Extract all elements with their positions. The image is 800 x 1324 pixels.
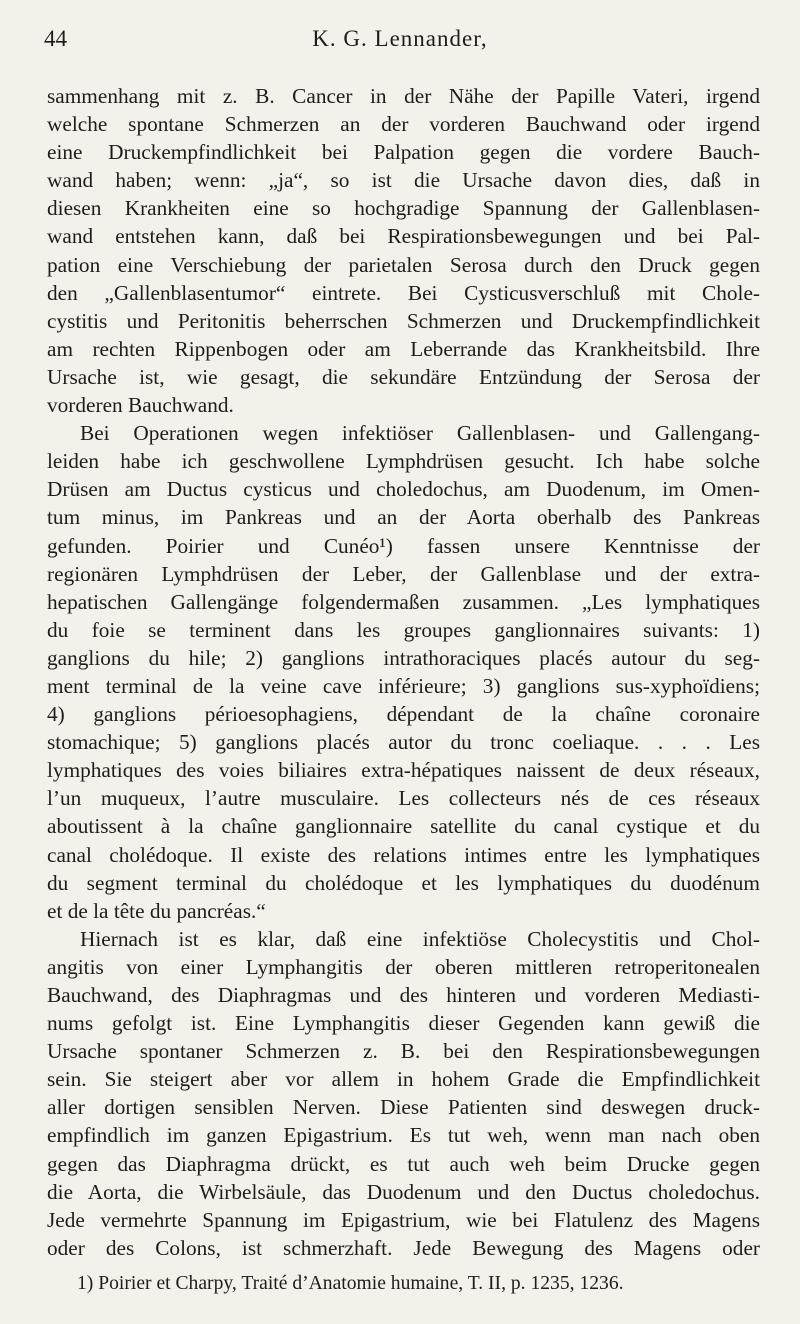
text-line: Jede vermehrte Spannung im Epigastrium, wie bei Flatulenz des Magens <box>47 1207 760 1232</box>
text-line: leiden habe ich geschwollene Lymphdrüsen gesucht. Ich habe solche <box>47 449 760 474</box>
text-line: wand entstehen kann, daß bei Respirationsbewegungen und bei Pal- <box>47 224 760 249</box>
text-line: vorderen Bauchwand. <box>47 393 234 418</box>
text-line: hepatischen Gallengänge folgendermaßen zusammen. „Les lymphatiques <box>47 589 760 614</box>
text-line: l’un muqueux, l’autre musculaire. Les collecteurs nés de ces réseaux <box>47 786 760 811</box>
text-line: Ursache spontaner Schmerzen z. B. bei den Respirationsbewegungen <box>47 1039 760 1064</box>
text-line: ganglions du hile; 2) ganglions intrathoraciques placés autour du seg- <box>47 645 760 670</box>
text-line: am rechten Rippenbogen oder am Leberrande das Krankheitsbild. Ihre <box>47 336 760 361</box>
footnote: 1) Poirier et Charpy, Traité d’Anatomie humaine, T. II, p. 1235, 1236. <box>77 1273 624 1294</box>
text-line: angitis von einer Lymphangitis der oberen mittleren retroperitonealen <box>47 954 760 979</box>
text-line: du foie se terminent dans les groupes ganglionnaires suivants: 1) <box>47 617 760 642</box>
text-line: den „Gallenblasentumor“ eintrete. Bei Cysticusverschluß mit Chole- <box>47 280 760 305</box>
text-line: et de la tête du pancréas.“ <box>47 898 266 923</box>
text-line: oder des Colons, ist schmerzhaft. Jede Bewegung des Magens oder <box>47 1235 760 1260</box>
text-line: gefunden. Poirier und Cunéo¹) fassen unsere Kenntnisse der <box>47 533 760 558</box>
text-line: wand haben; wenn: „ja“, so ist die Ursache davon dies, daß in <box>47 168 760 193</box>
text-line: diesen Krankheiten eine so hochgradige Spannung der Gallenblasen- <box>47 196 760 221</box>
text-line: Drüsen am Ductus cysticus und choledochus, am Duodenum, im Omen- <box>47 477 760 502</box>
text-line: canal cholédoque. Il existe des relations intimes entre les lymphatiques <box>47 842 760 867</box>
text-line: eine Druckempfindlichkeit bei Palpation gegen die vordere Bauch- <box>47 140 760 165</box>
text-line: Hiernach ist es klar, daß eine infektiöse Cholecystitis und Chol- <box>80 926 760 951</box>
page-number: 44 <box>44 26 67 51</box>
text-line: regionären Lymphdrüsen der Leber, der Gallenblase und der extra- <box>47 561 760 586</box>
body-text <box>47 82 760 1262</box>
text-line: lymphatiques des voies biliaires extra-hépatiques naissent de deux réseaux, <box>47 758 760 783</box>
page-header <box>44 20 756 60</box>
text-line: du segment terminal du cholédoque et les lymphatiques du duodénum <box>47 870 760 895</box>
text-line: nums gefolgt ist. Eine Lymphangitis dieser Gegenden kann gewiß die <box>47 1011 760 1036</box>
text-line: stomachique; 5) ganglions placés autor du tronc coeliaque. . . . Les <box>47 730 760 755</box>
text-line: aller dortigen sensiblen Nerven. Diese Patienten sind deswegen druck- <box>47 1095 760 1120</box>
text-line: die Aorta, die Wirbelsäule, das Duodenum und den Ductus choledochus. <box>47 1179 760 1204</box>
text-line: sein. Sie steigert aber vor allem in hohem Grade die Empfindlichkeit <box>47 1067 760 1092</box>
text-line: tum minus, im Pankreas und an der Aorta oberhalb des Pankreas <box>47 505 760 530</box>
running-head: K. G. Lennander, <box>312 26 488 51</box>
text-line: ment terminal de la veine cave inférieure; 3) ganglions sus-xyphoïdiens; <box>47 673 760 698</box>
text-line: welche spontane Schmerzen an der vorderen Bauchwand oder irgend <box>47 112 760 137</box>
text-line: pation eine Verschiebung der parietalen Serosa durch den Druck gegen <box>47 252 760 277</box>
text-line: Ursache ist, wie gesagt, die sekundäre Entzündung der Serosa der <box>47 364 760 389</box>
text-line: sammenhang mit z. B. Cancer in der Nähe der Papille Vateri, irgend <box>47 84 760 108</box>
text-line: Bei Operationen wegen infektiöser Gallenblasen- und Gallengang- <box>80 421 760 446</box>
text-line: empfindlich im ganzen Epigastrium. Es tut weh, wenn man nach oben <box>47 1123 760 1148</box>
text-line: gegen das Diaphragma drückt, es tut auch weh beim Drucke gegen <box>47 1151 760 1176</box>
text-line: aboutissent à la chaîne ganglionnaire satellite du canal cystique et du <box>47 814 760 839</box>
text-line: Bauchwand, des Diaphragmas und des hinteren und vorderen Mediasti- <box>47 983 760 1007</box>
text-line: 4) ganglions périoesophagiens, dépendant de la chaîne coronaire <box>47 702 760 727</box>
text-line: cystitis und Peritonitis beherrschen Schmerzen und Druckempfindlichkeit <box>47 308 760 333</box>
